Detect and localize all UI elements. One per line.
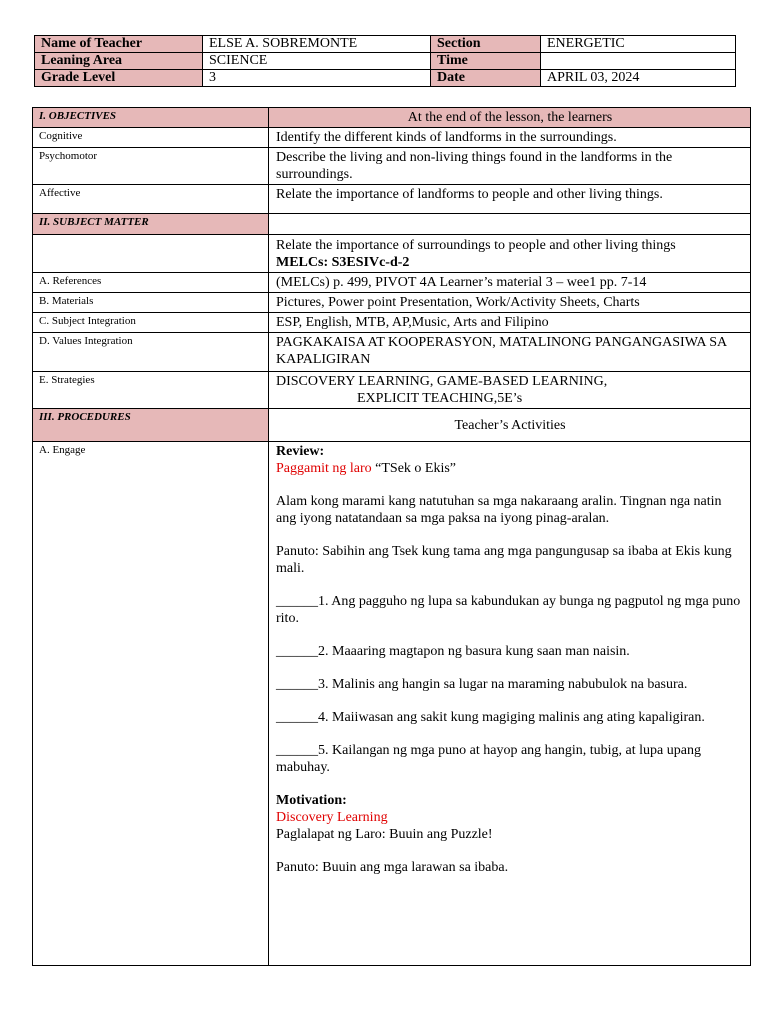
date-label: Date (431, 70, 541, 87)
topic-text: Relate the importance of surroundings to people and other living things (276, 238, 676, 253)
lesson-plan-table (32, 107, 751, 966)
review-item: ______2. Maaaring magtapon ng basura kung saan man naisin. (276, 644, 630, 659)
subject-row-label: B. Materials (33, 293, 269, 313)
strategies-line-2: EXPLICIT TEACHING,5E’s (357, 391, 523, 406)
objective-label: Cognitive (33, 128, 269, 148)
topic-cell (269, 235, 751, 273)
review-game-line (276, 460, 744, 477)
learning-area-value: SCIENCE (203, 53, 431, 70)
date-value: APRIL 03, 2024 (541, 70, 736, 87)
review-title: Review: (276, 444, 325, 459)
motivation-strategy: Discovery Learning (276, 810, 388, 825)
subject-matter-header-row (33, 214, 751, 235)
subject-row (33, 273, 751, 293)
review-game-title: “TSek o Ekis” (371, 461, 457, 476)
teacher-label: Name of Teacher (35, 36, 203, 53)
time-label: Time (431, 53, 541, 70)
review-item: ______5. Kailangan ng mga puno at hayop ang hangin, tubig, at lupa upang mabuhay. (276, 743, 701, 775)
subject-row-text: (MELCs) p. 499, PIVOT 4A Learner’s material 3 – wee1 pp. 7-14 (269, 273, 751, 293)
objective-text: Describe the living and non-living things found in the landforms in the surroundings. (269, 148, 751, 185)
review-instructions: Panuto: Sabihin ang Tsek kung tama ang mga pangungusap sa ibaba at Ekis kung mali. (276, 544, 732, 576)
objective-row (33, 148, 751, 185)
motivation-instructions: Panuto: Buuin ang mga larawan sa ibaba. (276, 860, 509, 875)
motivation-game: Paglalapat ng Laro: Buuin ang Puzzle! (276, 827, 493, 842)
grade-level-value: 3 (203, 70, 431, 87)
objectives-header-row (33, 108, 751, 128)
objectives-intro: At the end of the lesson, the learners (269, 108, 751, 128)
subject-row (33, 293, 751, 313)
subject-row-label: A. References (33, 273, 269, 293)
subject-row (33, 333, 751, 372)
strategies-cell (269, 372, 751, 409)
subject-matter-header-blank (269, 214, 751, 235)
subject-row (33, 313, 751, 333)
motivation-title: Motivation: (276, 793, 347, 808)
review-intro: Alam kong marami kang natutuhan sa mga nakaraang aralin. Tingnan nga natin ang iyong natatandaan sa mga paksa na iyong pinag-aralan. (276, 494, 722, 526)
objective-row (33, 128, 751, 148)
review-item: ______3. Malinis ang hangin sa lugar na maraming nabubulok na basura. (276, 677, 688, 692)
grade-level-label: Grade Level (35, 70, 203, 87)
lesson-info-table (34, 35, 736, 87)
objective-label: Affective (33, 185, 269, 214)
engage-content (269, 442, 751, 966)
procedures-heading: III. PROCEDURES (33, 409, 269, 442)
subject-row-label: C. Subject Integration (33, 313, 269, 333)
learning-area-label: Leaning Area (35, 53, 203, 70)
review-item: ______1. Ang pagguho ng lupa sa kabundukan ay bunga ng pagputol ng mga puno rito. (276, 594, 741, 626)
subject-row-label: D. Values Integration (33, 333, 269, 372)
subject-row-text: Pictures, Power point Presentation, Work/Activity Sheets, Charts (269, 293, 751, 313)
section-label: Section (431, 36, 541, 53)
strategies-row (33, 372, 751, 409)
objective-text: Relate the importance of landforms to people and other living things. (269, 185, 751, 214)
subject-row-text: ESP, English, MTB, AP,Music, Arts and Filipino (269, 313, 751, 333)
engage-label: A. Engage (33, 442, 269, 966)
teachers-activities-title: Teacher’s Activities (269, 409, 751, 442)
strategies-label: E. Strategies (33, 372, 269, 409)
subject-row-text: PAGKAKAISA AT KOOPERASYON, MATALINONG PANGANGASIWA SA KAPALIGIRAN (269, 333, 751, 372)
teacher-value: ELSE A. SOBREMONTE (203, 36, 431, 53)
subject-matter-heading: II. SUBJECT MATTER (33, 214, 269, 235)
objectives-heading: I. OBJECTIVES (33, 108, 269, 128)
review-item: ______4. Maiiwasan ang sakit kung magiging malinis ang ating kapaligiran. (276, 710, 705, 725)
objective-text: Identify the different kinds of landforms in the surroundings. (269, 128, 751, 148)
strategies-line-1: DISCOVERY LEARNING, GAME-BASED LEARNING, (276, 374, 608, 389)
time-value (541, 53, 736, 70)
procedures-header-row (33, 409, 751, 442)
objective-label: Psychomotor (33, 148, 269, 185)
melc-code: MELCs: S3ESIVc-d-2 (276, 255, 410, 270)
topic-row (33, 235, 751, 273)
section-value: ENERGETIC (541, 36, 736, 53)
topic-label-blank (33, 235, 269, 273)
review-game-name: Paggamit ng laro (276, 461, 372, 476)
engage-row (33, 442, 751, 966)
objective-row (33, 185, 751, 214)
